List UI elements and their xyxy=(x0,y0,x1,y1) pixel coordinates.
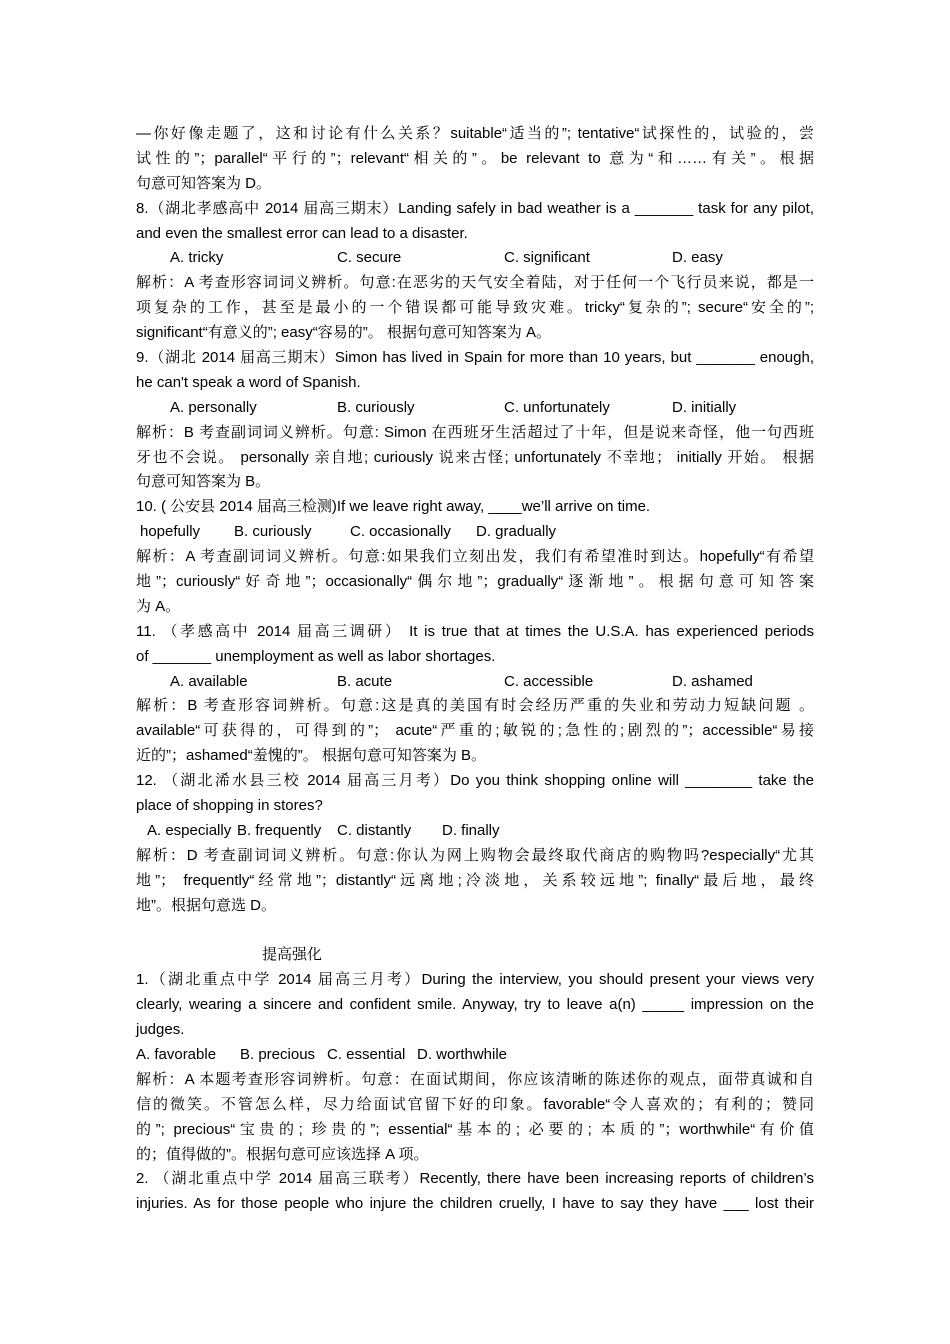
q12-analysis-2: 地”； frequently“经常地”；distantly“远离地;冷淡地，关系较远地”; finally“最后地，最终 xyxy=(136,871,814,889)
p1-option-c: C. essential xyxy=(327,1045,406,1063)
q11-option-c: C. accessible xyxy=(504,672,594,690)
q11-analysis-1: 解析：B 考查形容词辨析。句意:这是真的美国有时会经历严重的失业和劳动力短缺问题 。 xyxy=(136,697,814,715)
p1-analysis-3: 的”; precious“宝贵的; 珍贵的”; essential“基本的; 必要的; 本质的”；worthwhile“有价值 xyxy=(136,1120,814,1138)
q8-option-d: D. easy xyxy=(672,249,723,267)
p1-option-b: B. precious xyxy=(240,1045,316,1063)
q9-stem-2: he can't speak a word of Spanish. xyxy=(136,373,361,391)
q11-option-a: A. available xyxy=(170,672,248,690)
q9-analysis-3: 句意可知答案为 B。 xyxy=(136,473,271,491)
q8-option-b: C. secure xyxy=(337,249,402,267)
q9-option-b: B. curiously xyxy=(337,398,415,416)
q10-analysis-2: 地”；curiously“好奇地”；occasionally“偶尔地”；gradually“逐渐地”。根据句意可知答案 xyxy=(136,573,814,591)
q8-option-a: A. tricky xyxy=(170,249,224,267)
section-title: 提高强化 xyxy=(262,946,323,964)
q11-option-d: D. ashamed xyxy=(672,672,753,690)
q12-option-b: B. frequently xyxy=(237,821,322,839)
q8-option-c: C. significant xyxy=(504,249,590,267)
q12-options xyxy=(136,819,814,844)
p1-stem-1: 1.（湖北重点中学 2014 届高三月考）During the interview, you should present your views very xyxy=(136,971,814,989)
q9-analysis-1: 解析：B 考查副词词义辨析。句意: Simon 在西班牙生活超过了十年，但是说来奇怪，他一句西班 xyxy=(136,423,814,441)
q12-option-a: A. especially xyxy=(147,821,232,839)
intro-line-3: 句意可知答案为 D。 xyxy=(136,174,272,192)
p2-stem-2: injuries. As for those people who injure the children cruelly, I have to say they have ___ lost their xyxy=(136,1195,814,1213)
q11-analysis-3: 近的”；ashamed“羞愧的”。 根据句意可知答案为 B。 xyxy=(136,747,487,765)
q11-analysis-2: available“可获得的，可得到的”； acute“严重的;敏锐的;急性的;剧烈的”；accessible“易接 xyxy=(136,722,814,740)
p1-analysis-1: 解析：A 本题考查形容词辨析。句意：在面试期间，你应该清晰的陈述你的观点，面带真诚和自 xyxy=(136,1070,814,1088)
q8-analysis-3: significant“有意义的”; easy“容易的”。 根据句意可知答案为 A。 xyxy=(136,324,552,342)
q12-analysis-3: 地”。根据句意选 D。 xyxy=(136,896,276,914)
intro-line-1: —你好像走题了，这和讨论有什么关系？suitable“适当的”; tentative“试探性的，试验的，尝 xyxy=(136,125,814,142)
document-page xyxy=(136,122,814,1217)
p2-stem-1: 2. （湖北重点中学 2014 届高三联考）Recently, there have been increasing reports of children’s xyxy=(136,1170,814,1188)
q11-option-b: B. acute xyxy=(337,672,393,690)
p1-stem-3: judges. xyxy=(136,1021,185,1039)
q12-analysis-1: 解析：D 考查副词词义辨析。句意:你认为网上购物会最终取代商店的购物吗?especially“尤其 xyxy=(136,846,814,864)
q11-options xyxy=(136,670,814,695)
q9-option-d: D. initially xyxy=(672,398,737,416)
q11-stem-2: of _______ unemployment as well as labor shortages. xyxy=(136,647,496,665)
q9-analysis-2: 牙也不会说。 personally 亲自地; curiously 说来古怪; unfortunately 不幸地； initially 开始。 根据 xyxy=(136,448,814,466)
q8-analysis-1: 解析：A 考查形容词词义辨析。句意:在恶劣的天气安全着陆，对于任何一个飞行员来说，都是一 xyxy=(136,274,814,292)
q10-analysis-1: 解析：A 考查副词词义辨析。句意:如果我们立刻出发，我们有希望准时到达。hopefully“有希望 xyxy=(136,548,814,566)
p1-analysis-4: 的；值得做的”。根据句意可应该选择 A 项。 xyxy=(136,1145,429,1163)
q10-options xyxy=(136,520,814,545)
q12-stem-1: 12. （湖北浠水县三校 2014 届高三月考）Do you think shopping online will ________ take the xyxy=(136,772,814,790)
q10-option-b: B. curiously xyxy=(234,523,312,541)
q10-option-c: C. occasionally xyxy=(350,523,451,541)
q9-options xyxy=(136,396,814,421)
q12-option-d: D. finally xyxy=(442,821,500,839)
q9-option-c: C. unfortunately xyxy=(504,398,610,416)
q12-option-c: C. distantly xyxy=(337,821,412,839)
q8-options xyxy=(136,246,814,271)
q9-stem-1: 9.（湖北 2014 届高三期末）Simon has lived in Spain for more than 10 years, but _______ enough, xyxy=(136,349,814,367)
q12-stem-2: place of shopping in stores? xyxy=(136,797,323,815)
p1-stem-2: clearly, wearing a sincere and confident smile. Anyway, try to leave a(n) _____ impression on the xyxy=(136,996,814,1014)
q11-stem-1: 11. （孝感高中 2014 届高三调研） It is true that at times the U.S.A. has experienced periods xyxy=(136,622,814,640)
p1-analysis-2: 信的微笑。不管怎么样，尽力给面试官留下好的印象。favorable“令人喜欢的；有利的；赞同 xyxy=(136,1095,814,1113)
q10-option-a: hopefully xyxy=(140,523,201,541)
q8-stem-1: 8.（湖北孝感高中 2014 届高三期末）Landing safely in bad weather is a _______ task for any pilot, xyxy=(136,199,814,217)
q10-stem: 10. ( 公安县 2014 届高三检测)If we leave right away, ____we’ll arrive on time. xyxy=(136,498,651,516)
q10-option-d: D. gradually xyxy=(476,523,557,541)
p1-option-a: A. favorable xyxy=(136,1045,217,1063)
q10-analysis-3: 为 A。 xyxy=(136,597,181,615)
q9-option-a: A. personally xyxy=(170,398,257,416)
intro-line-2: 试性的”；parallel“平行的”；relevant“相关的”。be relevant to 意为“和……有关”。根据 xyxy=(136,149,814,167)
p1-option-d: D. worthwhile xyxy=(417,1045,508,1063)
p1-options xyxy=(136,1043,814,1068)
spacer xyxy=(136,919,814,944)
q8-stem-2: and even the smallest error can lead to a disaster. xyxy=(136,224,468,242)
q8-analysis-2: 项复杂的工作，甚至是最小的一个错误都可能导致灾难。tricky“复杂的”; secure“安全的”; xyxy=(136,299,814,317)
